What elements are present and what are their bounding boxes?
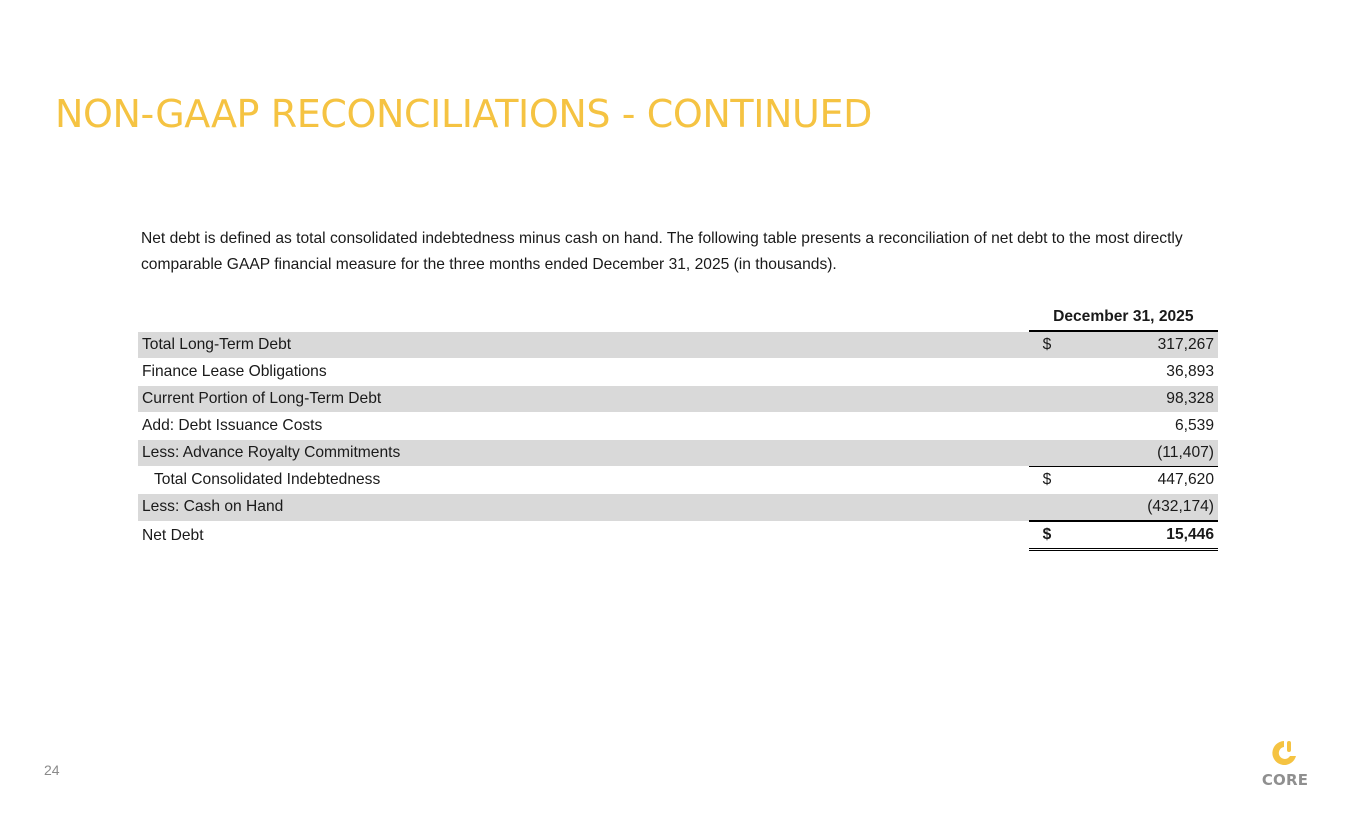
page-title: NON-GAAP RECONCILIATIONS - CONTINUED bbox=[55, 92, 872, 136]
table-header-row bbox=[138, 304, 1218, 331]
row-value: 15,446 bbox=[1086, 521, 1218, 550]
table-row bbox=[138, 359, 1218, 386]
core-logo bbox=[1258, 738, 1312, 794]
dollar-sign bbox=[1029, 413, 1087, 440]
table-row bbox=[138, 331, 1218, 359]
row-label: Total Long-Term Debt bbox=[138, 331, 1029, 359]
table-row bbox=[138, 440, 1218, 467]
table-row-net-debt bbox=[138, 521, 1218, 550]
row-label: Less: Cash on Hand bbox=[138, 494, 1029, 522]
table-row bbox=[138, 386, 1218, 413]
intro-paragraph: Net debt is defined as total consolidated indebtedness minus cash on hand. The following table presents a reconciliation of net debt to the most directly comparable GAAP financial measure for the three months ended December 31, 2025 (in thousands). bbox=[141, 230, 1183, 273]
row-value: (432,174) bbox=[1086, 494, 1218, 522]
row-label: Finance Lease Obligations bbox=[138, 359, 1029, 386]
row-label: Total Consolidated Indebtedness bbox=[138, 467, 1029, 494]
row-value: (11,407) bbox=[1086, 440, 1218, 467]
core-logo-icon bbox=[1271, 738, 1299, 768]
row-value: 36,893 bbox=[1086, 359, 1218, 386]
dollar-sign bbox=[1029, 440, 1087, 467]
row-value: 98,328 bbox=[1086, 386, 1218, 413]
row-value: 6,539 bbox=[1086, 413, 1218, 440]
row-label: Net Debt bbox=[138, 521, 1029, 550]
dollar-sign: $ bbox=[1029, 521, 1087, 550]
net-debt-reconciliation-table bbox=[138, 304, 1218, 551]
core-logo-text: CORE bbox=[1261, 771, 1309, 789]
dollar-sign: $ bbox=[1029, 331, 1087, 359]
dollar-sign bbox=[1029, 359, 1087, 386]
dollar-sign: $ bbox=[1029, 467, 1087, 494]
row-label: Current Portion of Long-Term Debt bbox=[138, 386, 1029, 413]
row-value: 447,620 bbox=[1086, 467, 1218, 494]
dollar-sign bbox=[1029, 386, 1087, 413]
table-row bbox=[138, 413, 1218, 440]
dollar-sign bbox=[1029, 494, 1087, 522]
page-number: 24 bbox=[44, 762, 60, 778]
column-header-date: December 31, 2025 bbox=[1029, 304, 1218, 331]
row-label: Add: Debt Issuance Costs bbox=[138, 413, 1029, 440]
row-label: Less: Advance Royalty Commitments bbox=[138, 440, 1029, 467]
row-value: 317,267 bbox=[1086, 331, 1218, 359]
table-row-subtotal bbox=[138, 467, 1218, 494]
table-row bbox=[138, 494, 1218, 522]
